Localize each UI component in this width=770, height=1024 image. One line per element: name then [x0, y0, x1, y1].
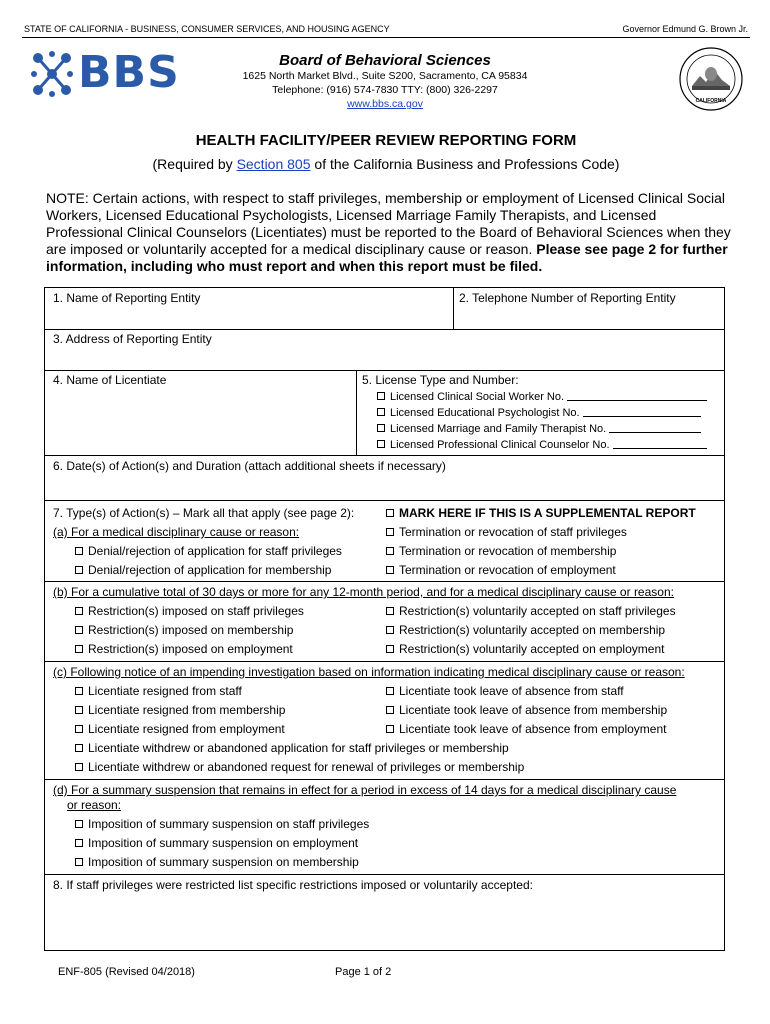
- field-1-label: 1. Name of Reporting Entity: [53, 291, 201, 305]
- note-bold: Please see page 2 for further information, including who must report and when this report must be filed.: [46, 241, 728, 274]
- section-d-heading-cont: or reason:: [67, 798, 122, 812]
- divider: [45, 370, 724, 371]
- divider: [45, 581, 724, 582]
- c-left-checkbox[interactable]: Licentiate resigned from membership: [75, 703, 285, 717]
- b-left-checkbox[interactable]: Restriction(s) imposed on employment: [75, 642, 293, 656]
- board-phone: Telephone: (916) 574-7830 TTY: (800) 326-2297: [272, 84, 498, 96]
- b-right-checkbox[interactable]: Restriction(s) voluntarily accepted on staff privileges: [386, 604, 676, 618]
- agency-line: STATE OF CALIFORNIA - BUSINESS, CONSUMER SERVICES, AND HOUSING AGENCY: [24, 24, 390, 34]
- section-b-heading: (b) For a cumulative total of 30 days or more for any 12-month period, and for a medical disciplinary cause or reason:: [53, 585, 674, 599]
- b-right-checkbox[interactable]: Restriction(s) voluntarily accepted on employment: [386, 642, 664, 656]
- license-lmft-checkbox[interactable]: Licensed Marriage and Family Therapist No.: [377, 422, 701, 436]
- c-right-checkbox[interactable]: Licentiate took leave of absence from membership: [386, 703, 667, 717]
- field-7-label: 7. Type(s) of Action(s) – Mark all that apply (see page 2):: [53, 506, 355, 520]
- supplemental-checkbox[interactable]: MARK HERE IF THIS IS A SUPPLEMENTAL REPORT: [386, 506, 696, 520]
- divider: [45, 329, 724, 330]
- agency-block: [200, 52, 570, 111]
- c-left-checkbox[interactable]: Licentiate resigned from staff: [75, 684, 242, 698]
- a-left-checkbox[interactable]: Denial/rejection of application for membership: [75, 563, 331, 577]
- divider: [453, 288, 454, 329]
- subtitle-post: of the California Business and Professions Code): [310, 156, 620, 172]
- divider: [45, 500, 724, 501]
- note-text: NOTE: Certain actions, with respect to staff privileges, membership or employment of Licensed Clinical Social Workers, Licensed Educational Psychologists, Licensed Marriage Family Therapists, and Licensed Professional Clinical Counselors (Licentiates) must be reported to the Board of Behavioral Sciences when they are imposed or voluntarily accepted for a medical disciplinary cause or reason.: [46, 190, 731, 257]
- c-left-checkbox[interactable]: Licentiate resigned from employment: [75, 722, 285, 736]
- form-id: ENF-805 (Revised 04/2018): [58, 966, 195, 978]
- field-6-label: 6. Date(s) of Action(s) and Duration (attach additional sheets if necessary): [53, 459, 446, 473]
- a-right-checkbox[interactable]: Termination or revocation of membership: [386, 544, 616, 558]
- board-website-link[interactable]: www.bbs.ca.gov: [347, 98, 423, 110]
- license-lcsw-checkbox[interactable]: Licensed Clinical Social Worker No.: [377, 390, 707, 404]
- bbs-logo: [30, 46, 190, 102]
- d-checkbox[interactable]: Imposition of summary suspension on staff privileges: [75, 817, 369, 831]
- divider: [45, 874, 724, 875]
- field-5-label: 5. License Type and Number:: [362, 373, 519, 387]
- note-paragraph: [46, 190, 736, 275]
- form-title: HEALTH FACILITY/PEER REVIEW REPORTING FORM: [195, 132, 577, 149]
- board-name: Board of Behavioral Sciences: [279, 52, 491, 69]
- section-c-heading: (c) Following notice of an impending investigation based on information indicating medical disciplinary cause or reason:: [53, 665, 685, 679]
- b-right-checkbox[interactable]: Restriction(s) voluntarily accepted on membership: [386, 623, 665, 637]
- form-subtitle: [22, 156, 750, 172]
- c-right-checkbox[interactable]: Licentiate took leave of absence from employment: [386, 722, 666, 736]
- field-3-label: 3. Address of Reporting Entity: [53, 332, 212, 346]
- divider: [45, 661, 724, 662]
- page-number: Page 1 of 2: [335, 966, 392, 978]
- seal-text: CALIFORNIA: [695, 98, 727, 104]
- field-8-label: 8. If staff privileges were restricted list specific restrictions imposed or voluntarily accepted:: [53, 878, 533, 892]
- c-full-checkbox[interactable]: Licentiate withdrew or abandoned application for staff privileges or membership: [75, 741, 509, 755]
- section-a-heading: (a) For a medical disciplinary cause or reason:: [53, 525, 300, 539]
- a-left-checkbox[interactable]: Denial/rejection of application for staff privileges: [75, 544, 342, 558]
- c-full-checkbox[interactable]: Licentiate withdrew or abandoned request for renewal of privileges or membership: [75, 760, 524, 774]
- b-left-checkbox[interactable]: Restriction(s) imposed on membership: [75, 623, 293, 637]
- header-bar: [22, 22, 750, 38]
- field-2-label: 2. Telephone Number of Reporting Entity: [459, 291, 676, 305]
- license-lep-checkbox[interactable]: Licensed Educational Psychologist No.: [377, 406, 701, 420]
- divider: [45, 779, 724, 780]
- field-4-label: 4. Name of Licentiate: [53, 373, 167, 387]
- logo-text: BBS: [78, 47, 180, 98]
- d-checkbox[interactable]: Imposition of summary suspension on membership: [75, 855, 359, 869]
- c-right-checkbox[interactable]: Licentiate took leave of absence from staff: [386, 684, 624, 698]
- license-lpcc-checkbox[interactable]: Licensed Professional Clinical Counselor No.: [377, 438, 707, 452]
- state-seal: [678, 46, 744, 112]
- b-left-checkbox[interactable]: Restriction(s) imposed on staff privileges: [75, 604, 304, 618]
- section-805-link[interactable]: Section 805: [236, 156, 311, 172]
- divider: [356, 370, 357, 455]
- subtitle-pre: (Required by: [152, 156, 237, 172]
- governor-line: Governor Edmund G. Brown Jr.: [622, 24, 748, 34]
- bbs-logo-icon: [30, 46, 74, 102]
- a-right-checkbox[interactable]: Termination or revocation of staff privileges: [386, 525, 627, 539]
- section-d-heading: (d) For a summary suspension that remains in effect for a period in excess of 14 days for a medical disciplinary cause: [53, 783, 677, 797]
- divider: [45, 455, 724, 456]
- a-right-checkbox[interactable]: Termination or revocation of employment: [386, 563, 616, 577]
- d-checkbox[interactable]: Imposition of summary suspension on employment: [75, 836, 358, 850]
- board-address: 1625 North Market Blvd., Suite S200, Sacramento, CA 95834: [242, 70, 528, 82]
- report-form: [44, 287, 725, 951]
